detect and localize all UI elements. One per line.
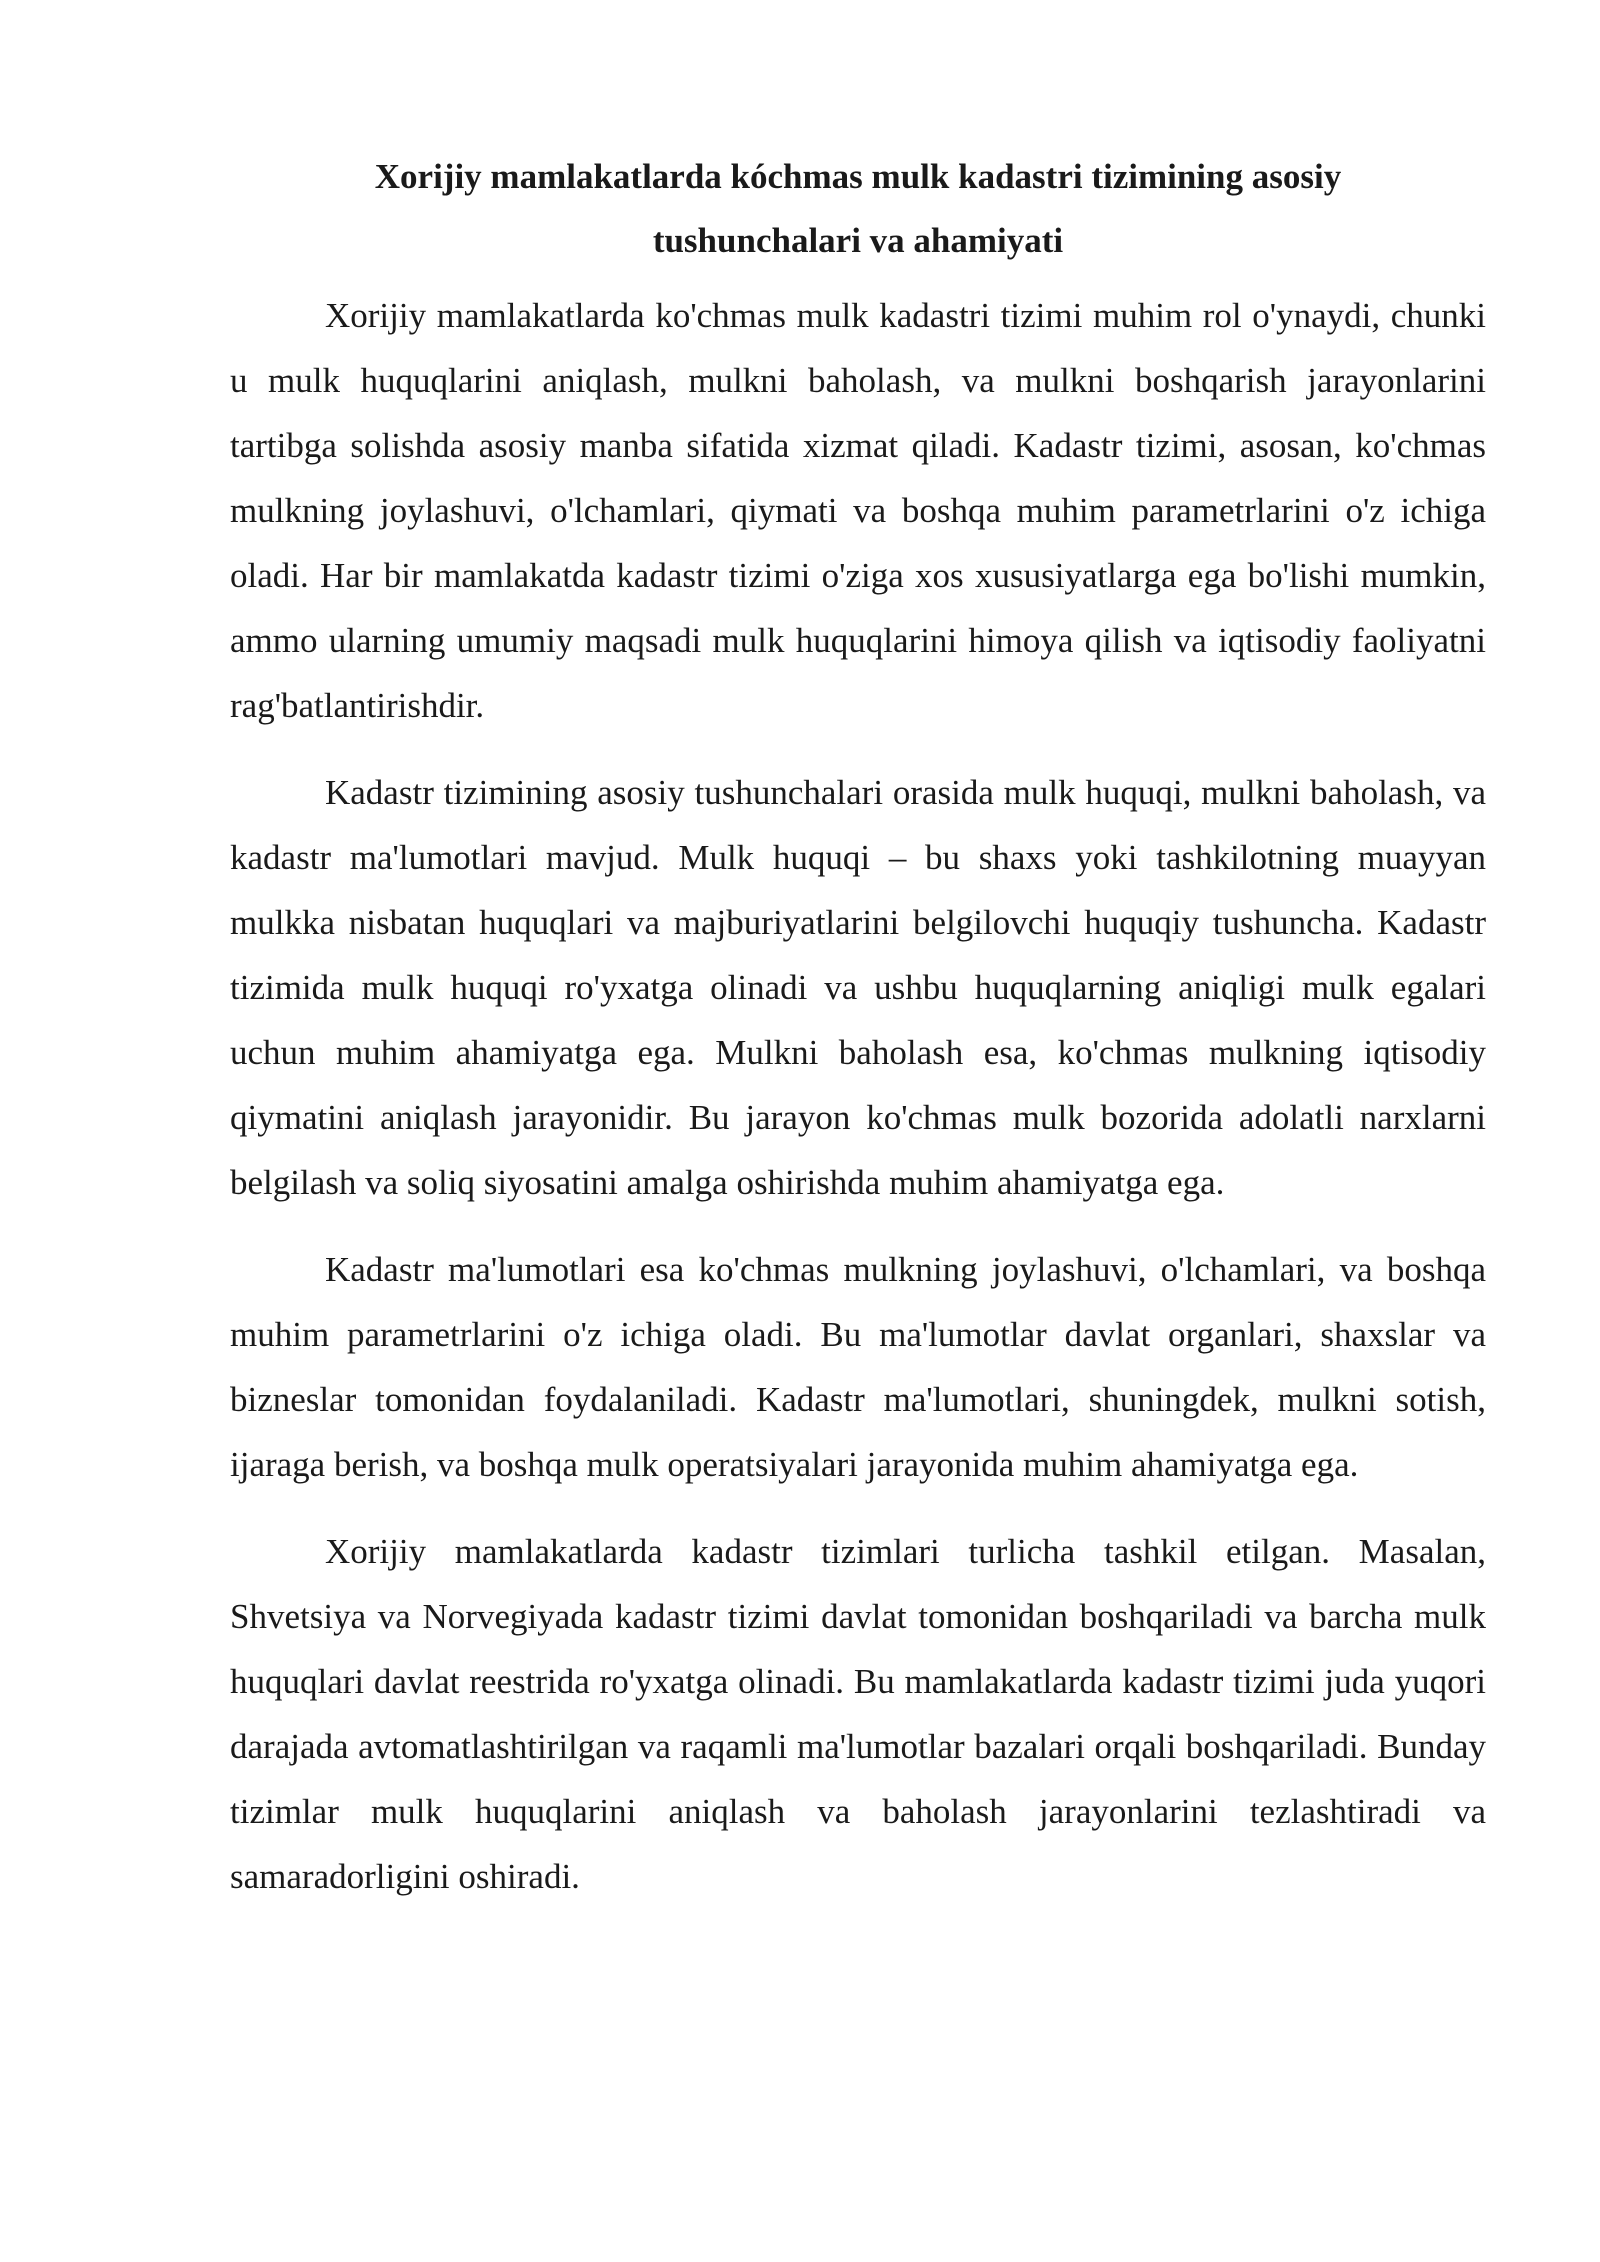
title-line-2: tushunchalari va ahamiyati (652, 221, 1064, 260)
paragraph-1: Xorijiy mamlakatlarda ko'chmas mulk kadastri tizimi muhim rol o'ynaydi, chunki u mulk huquqlarini aniqlash, mulkni baholash, va mulkni boshqarish jarayonlarini tartibga solishda asosiy manba sifatida xizmat qiladi. Kadastr tizimi, asosan, ko'chmas mulkning joylashuvi, o'lchamlari, qiymati va boshqa muhim parametrlarini o'z ichiga oladi. Har bir mamlakatda kadastr tizimi o'ziga xos xususiyatlarga ega bo'lishi mumkin, ammo ularning umumiy maqsadi mulk huquqlarini himoya qilish va iqtisodiy faoliyatni rag'batlantirishdir. (230, 296, 1486, 725)
document-title (230, 145, 1486, 273)
title-line-1: Xorijiy mamlakatlarda kóchmas mulk kadastri tizimining asosiy (374, 157, 1342, 196)
paragraph-3: Kadastr ma'lumotlari esa ko'chmas mulkning joylashuvi, o'lchamlari, va boshqa muhim parametrlarini o'z ichiga oladi. Bu ma'lumotlar davlat organlari, shaxslar va bizneslar tomonidan foydalaniladi. Kadastr ma'lumotlari, shuningdek, mulkni sotish, ijaraga berish, va boshqa mulk operatsiyalari jarayonida muhim ahamiyatga ega. (230, 1250, 1486, 1484)
paragraph-2: Kadastr tizimining asosiy tushunchalari orasida mulk huquqi, mulkni baholash, va kadastr ma'lumotlari mavjud. Mulk huquqi – bu shaxs yoki tashkilotning muayyan mulkka nisbatan huquqlari va majburiyatlarini belgilovchi huquqiy tushuncha. Kadastr tizimida mulk huquqi ro'yxatga olinadi va ushbu huquqlarning aniqligi mulk egalari uchun muhim ahamiyatga ega. Mulkni baholash esa, ko'chmas mulkning iqtisodiy qiymatini aniqlash jarayonidir. Bu jarayon ko'chmas mulk bozorida adolatli narxlarni belgilash va soliq siyosatini amalga oshirishda muhim ahamiyatga ega. (230, 773, 1486, 1202)
document-body (230, 145, 1486, 1931)
paragraph-4: Xorijiy mamlakatlarda kadastr tizimlari turlicha tashkil etilgan. Masalan, Shvetsiya va Norvegiyada kadastr tizimi davlat tomonidan boshqariladi va barcha mulk huquqlari davlat reestrida ro'yxatga olinadi. Bu mamlakatlarda kadastr tizimi juda yuqori darajada avtomatlashtirilgan va raqamli ma'lumotlar bazalari orqali boshqariladi. Bunday tizimlar mulk huquqlarini aniqlash va baholash jarayonlarini tezlashtiradi va samaradorligini oshiradi. (230, 1532, 1486, 1896)
